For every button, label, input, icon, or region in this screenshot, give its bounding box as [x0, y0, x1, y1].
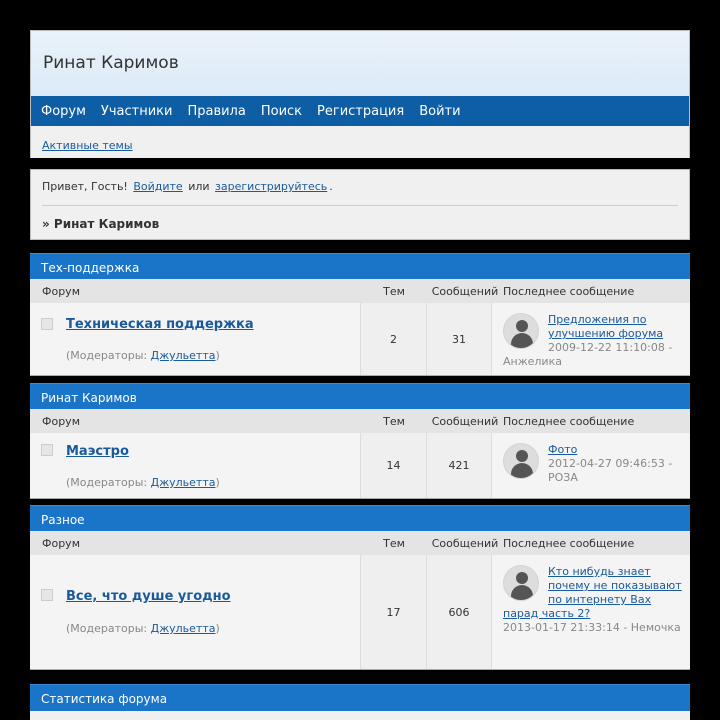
forum-link[interactable]: Все, что душе угодно [66, 589, 231, 604]
column-forum: Форум [42, 414, 80, 428]
last-post-link[interactable]: Предложения по улучшению форума [548, 313, 664, 340]
stats-title[interactable]: Статистика форума [30, 684, 690, 711]
welcome-box [30, 169, 690, 240]
forum-status-icon [41, 444, 53, 456]
column-posts: Сообщений [431, 536, 499, 550]
column-headers [30, 279, 690, 303]
moderator-link[interactable]: Джульетта [150, 349, 216, 362]
moderators-label: (Модераторы: [66, 622, 148, 635]
category-title[interactable]: Разное [30, 505, 690, 531]
nav-search[interactable]: Поиск [260, 103, 303, 119]
moderators [66, 476, 220, 489]
login-link[interactable]: Войдите [133, 180, 183, 193]
forum-row [30, 303, 690, 376]
divider [42, 205, 678, 206]
moderators-close: ) [215, 476, 220, 489]
nav-register[interactable]: Регистрация [317, 103, 405, 119]
nav-rules[interactable]: Правила [187, 103, 246, 119]
column-forum: Форум [42, 536, 80, 550]
last-post-meta: 2012-04-27 09:46:53 - РОЗА [548, 457, 673, 484]
last-post-cell [492, 433, 690, 498]
topics-count: 14 [361, 433, 427, 498]
title-bar [31, 31, 689, 96]
main-nav [31, 96, 689, 126]
breadcrumb: » Ринат Каримов [42, 217, 160, 231]
forum-row [30, 555, 690, 670]
forum-row [30, 433, 690, 499]
forum-status-icon [41, 589, 53, 601]
avatar-icon [503, 313, 539, 349]
or-text: или [188, 180, 210, 193]
forum-stats-block [30, 684, 690, 720]
last-post-link[interactable]: Фото [548, 443, 578, 456]
posts-count: 421 [427, 433, 492, 498]
column-posts: Сообщений [431, 284, 499, 298]
posts-count: 606 [427, 555, 492, 669]
period-text: . [329, 180, 333, 193]
moderators [66, 622, 220, 635]
active-topics-link[interactable]: Активные темы [42, 139, 133, 152]
category-title[interactable]: Ринат Каримов [30, 383, 690, 409]
column-topics: Тем [383, 536, 405, 550]
category-block [30, 505, 690, 670]
forum-link[interactable]: Техническая поддержка [66, 317, 254, 332]
moderators-close: ) [215, 349, 220, 362]
category-block [30, 253, 690, 376]
moderators-label: (Модераторы: [66, 476, 148, 489]
last-post-cell [492, 303, 690, 375]
topics-count: 2 [361, 303, 427, 375]
stats-body [30, 711, 690, 720]
posts-count: 31 [427, 303, 492, 375]
moderators-close: ) [215, 622, 220, 635]
topics-count: 17 [361, 555, 427, 669]
column-headers [30, 531, 690, 555]
column-headers [30, 409, 690, 433]
avatar-icon [503, 565, 539, 601]
greeting-text: Привет, Гость! [42, 180, 128, 193]
avatar-icon [503, 443, 539, 479]
site-title: Ринат Каримов [43, 53, 179, 73]
forum-link[interactable]: Маэстро [66, 444, 129, 459]
last-post-meta: 2013-01-17 21:33:14 - Немочка [503, 621, 681, 634]
forum-cell [30, 433, 361, 498]
column-last-post: Последнее сообщение [503, 414, 635, 428]
forum-cell [30, 555, 361, 669]
column-posts: Сообщений [431, 414, 499, 428]
greeting-line [42, 180, 678, 193]
nav-forum[interactable]: Форум [41, 103, 86, 119]
column-topics: Тем [383, 284, 405, 298]
last-post-link[interactable]: Кто нибудь знает почему не показывают по интернету Вах парад часть 2? [503, 565, 682, 620]
last-post-meta: 2009-12-22 11:10:08 - Анжелика [503, 341, 673, 368]
category-title[interactable]: Тех-поддержка [30, 253, 690, 279]
moderator-link[interactable]: Джульетта [150, 622, 216, 635]
register-link[interactable]: зарегистрируйтесь [215, 180, 328, 193]
site-header [30, 30, 690, 158]
sub-nav [31, 126, 689, 158]
moderators [66, 349, 220, 362]
nav-login[interactable]: Войти [419, 103, 461, 119]
column-last-post: Последнее сообщение [503, 536, 635, 550]
column-forum: Форум [42, 284, 80, 298]
last-post-cell [492, 555, 690, 669]
column-last-post: Последнее сообщение [503, 284, 635, 298]
moderators-label: (Модераторы: [66, 349, 148, 362]
forum-cell [30, 303, 361, 375]
column-topics: Тем [383, 414, 405, 428]
forum-status-icon [41, 318, 53, 330]
nav-members[interactable]: Участники [100, 103, 173, 119]
category-block [30, 383, 690, 499]
moderator-link[interactable]: Джульетта [150, 476, 216, 489]
